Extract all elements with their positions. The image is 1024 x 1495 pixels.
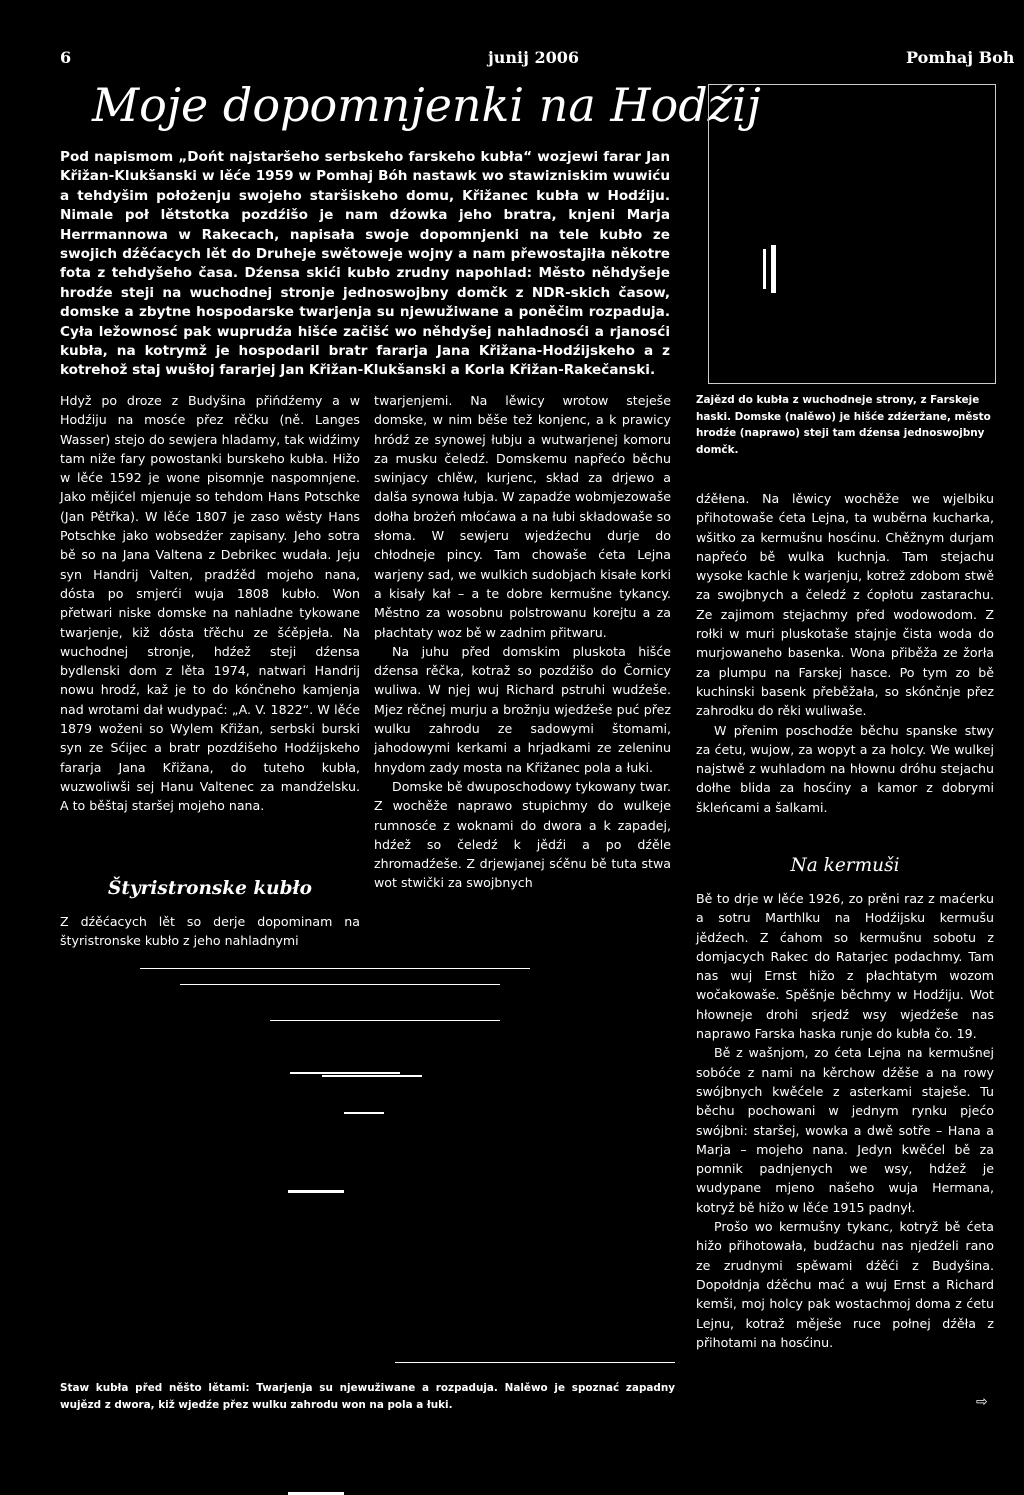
- column-1-after-subheading: Z dźěćacych lět so derje dopominam na štyristronske kubło z jeho nahladnymi: [60, 914, 360, 949]
- paragraph: Prošo wo kermušny tykanc, kotryž bě ćeta hižo přihotowała, budźachu nas njedźeli rano ze zrudnymi spěwami dźěći z Budyšina. Dopołdnja dźěchu mać a wuj Ernst a Richard kemši, moj holcy pak wostachmoj doma z ćetu Lejnu, kotraž měješe ruce połnej dźěła z přihotami na hosćinu.: [696, 1219, 994, 1350]
- column-3: [696, 489, 994, 817]
- photo-detail-line: [290, 1072, 400, 1074]
- paragraph: twarjenjemi. Na lěwicy wrotow steješe domske, w nim běše tež konjenc, a k prawicy hródź ze synowej łubju a wutwarjenej komoru za musku čeledź. Domskemu napřećo běchu swinjacy chlěw, kurjenc, skład za drjewo a dalša synowa łubja. W zapadźe wobmjezowaše dołha brożeń młoćawa a na łubi składowaše so słoma. W sewjeru wjedźechu durje do chłodneje pincy. Tam chowaše ćeta Lejna warjeny sad, we wulkich sudobjach kisałe korki a kisały kał – a te dobre kermušne tykancy. Městno za wosobnu polstrowanu korejtu a za płachtaty woz bě w zadnim přitwaru.: [374, 393, 671, 640]
- photo-detail-post: [771, 245, 776, 293]
- photo-detail-line: [140, 968, 530, 969]
- column-2: [374, 391, 671, 893]
- photo-detail-line: [180, 984, 500, 985]
- paragraph: Hdyž po droze z Budyšina přińdźemy a w Hodźiju na mosće přez rěčku (ně. Langes Wasser) stejo do sewjera hladamy, tak widźimy tam niže fary powostanki burskeho kubła. Hižo w lěće 1592 je wone pisomnje naspomnjene. Jako mějićel mjenuje so tehdom Hans Potschke (Jan Pětřka). W lěće 1807 je zaso wěsty Hans Potschke jako wobsedźer zapisany. Jeho sotra bě so na Jana Valtena z Debrikec wudała. Jeju syn Handrij Valten, pradźěd mojeho nana, dósta po smjerći wuja 1808 kubło. Won přetwari niske domske na nahladne tykowane twarjenje, kiž dósta třěchu ze šćěpjeła. Na wuchodnej stronje, hdźež steji dźensa bydlenski dom z lěta 1974, natwari Handrij nowu hrodź, kaž je to do kónčneho kamjenja nad wrotami dał wudypać: „A. V. 1822“. W lěće 1879 woženi so Wylem Křižan, serbski burski syn ze Sćijec a bratr pozdźišeho Hodźijskeho fararja Jana Křižana, do tuteho kubła, wuzwoliwši sej Hanu Valtenec za mandźelsku. A to běštaj staršej mojeho nana.: [60, 393, 360, 814]
- subheading-styristronske: Štyristronske kubło: [107, 878, 313, 899]
- paragraph: Na juhu před domskim pluskota hišće dźensa rěčka, kotraž so pozdźišo do Čornicy wuliwa. W njej wuj Richard pstruhi wudźeše. Mjez rěčnej murju a brožnju wjedźeše puć přez wulku zahrodu ze sadowymi štomami, jahodowymi kerkami a hrjadkami ze zeleninu hnydom zady mosta na Křižanec pola a łuki.: [374, 643, 671, 775]
- photo-caption-bottom: Staw kubła před něšto lětami: Twarjenja su njewužiwane a rozpaduja. Nalěwo je spoznać zapadny wujězd z dwora, kiž wjedźe přez wulku zahrodu won na pola a łuki.: [60, 1382, 675, 1411]
- continue-arrow-icon: ⇨: [976, 1394, 988, 1410]
- photo-farm-entrance: [708, 84, 996, 384]
- article-title: Moje dopomnjenki na Hodźij: [92, 78, 761, 132]
- column-1: [60, 391, 360, 816]
- photo-detail-line: [344, 1112, 384, 1114]
- subheading-na-kermusi: Na kermuši: [790, 855, 900, 876]
- paragraph: Bě to drje w lěće 1926, zo prěni raz z maćerku a sotru Marthlku na Hodźijsku kermušu jědźech. Z ćahom so kermušnu sobotu z domjacych Rakec do Ratarjec podachmy. Tam nas wuj Ernst hižo z płachtatym wozom wočakowaše. Spěšnje běchmy w Hodźiju. Wot hłowneje drohi srjedź wsy wjedźeše nas naprawo Farska haska runje do kubła čo. 19.: [696, 891, 994, 1042]
- photo-detail-line: [395, 1362, 675, 1363]
- photo-detail-post: [763, 249, 766, 289]
- article-lead: Pod napismom „Dońt najstaršeho serbskeho farskeho kubła“ wozjewi farar Jan Křižan-Klukšanski w lěće 1959 w Pomhaj Bóh nastawk wo stawizniskim wuwiću a tehdyšim położenju swojeho staršiskeho domu, Křižanec kubła w Hodźiju. Nimale poł lětstotka pozdźišo je nam dźowka jeho bratra, knjeni Marja Herrmannowa w Rakecach, napisała swoje dopomnjenki na tele kubło ze swojich dźěćacych lět do Druheje swětoweje wojny a nam přewostajiła někotre fota z tehdyšeho časa. Dźensa skići kubło zrudny napohlad: Město něhdyšeje hrodźe steji na wuchodnej stronje jednoswojbny domčk z NDR-skich časow, domske a zbytne hospodarske twarjenja su njewužiwane a poněčim rozpaduja. Cyła ležownosć pak wuprudźa hišće začišć wo něhdyšej nahladnosći a rjanosći kubła, na kotrymž je hospodaril bratr fararja Jana Křižana-Hodźijskeho a z kotrehož staj wušłoj fararjej Jan Křižan-Klukšanski a Korla Křižan-Rakečanski.: [60, 149, 670, 379]
- paragraph: dźěłena. Na lěwicy wochěže we wjelbiku přihotowaše ćeta Lejna, ta wuběrna kucharka, wšitko za kermušnu hosćinu. Chěžnym durjam napřećo bě wulka kuchnja. Tam stejachu wysoke kachle k warjenju, kotrež zdobom stwě za swojbnych a čeledź z ćopłotu zastarachu. Ze zajimom stejachmy před wodowodom. Z rołki w muri pluskotaše stajnje čista woda do murjowaneho basenka. Wona přiběža ze žorła za plumpu na Farskej hasce. Po tym zo bě kuchinski basenk přeběžała, so skónčnje přez zahrodku do rěki wuliwaše.: [696, 491, 994, 719]
- page-number: 6: [60, 48, 72, 67]
- photo-detail-line: [288, 1190, 344, 1193]
- photo-detail-line: [322, 1075, 422, 1077]
- photo-detail-line: [270, 1020, 500, 1021]
- paragraph: Bě z wašnjom, zo ćeta Lejna na kermušnej sobóće z nami na kěrchow dźěše a na rowy swójbnych kwěćele z asterkami staješe. Tu běchu pochowani w jednym rynku pjećo swójbni: staršej, wowka a dwě sotře – Hana a Marja – mojeho nana. Jedyn kwěćel bě za pomnik padnjenych we wsy, hdźež je wudypane mjeno našeho wuja Hermana, kotryž bě hižo w lěće 1915 padnył.: [696, 1045, 994, 1215]
- paragraph: W přenim poschodźe běchu spanske stwy za ćetu, wujow, za wopyt a za holcy. We wulkej najstwě z wuhladom na hłownu dróhu stejachu dołhe blida za hosćiny a kamor z dobrymi škleńcami a šalkami.: [696, 722, 994, 815]
- paragraph: Domske bě dwuposchodowy tykowany twar. Z wochěže naprawo stupichmy do wulkeje rumnosće z woknami do dwora a k zapadej, hdźež so čeledź k jědźi a po dźěle zhromadźeše. Z drjewjanej sćěnu bě tuta stwa wot stwički za swojbnych: [374, 778, 671, 891]
- publication-name: Pomhaj Boh: [906, 48, 1015, 67]
- issue-date: junij 2006: [488, 48, 580, 67]
- photo-farm-state: [60, 962, 675, 1372]
- photo-caption-top: Zajězd do kubła z wuchodneje strony, z Farskeje haski. Domske (nalěwo) je hišće zdźeržane, město hrodźe (naprawo) steji tam dźensa jednoswojbny domčk.: [696, 394, 991, 456]
- column-3-continued: [696, 889, 994, 1352]
